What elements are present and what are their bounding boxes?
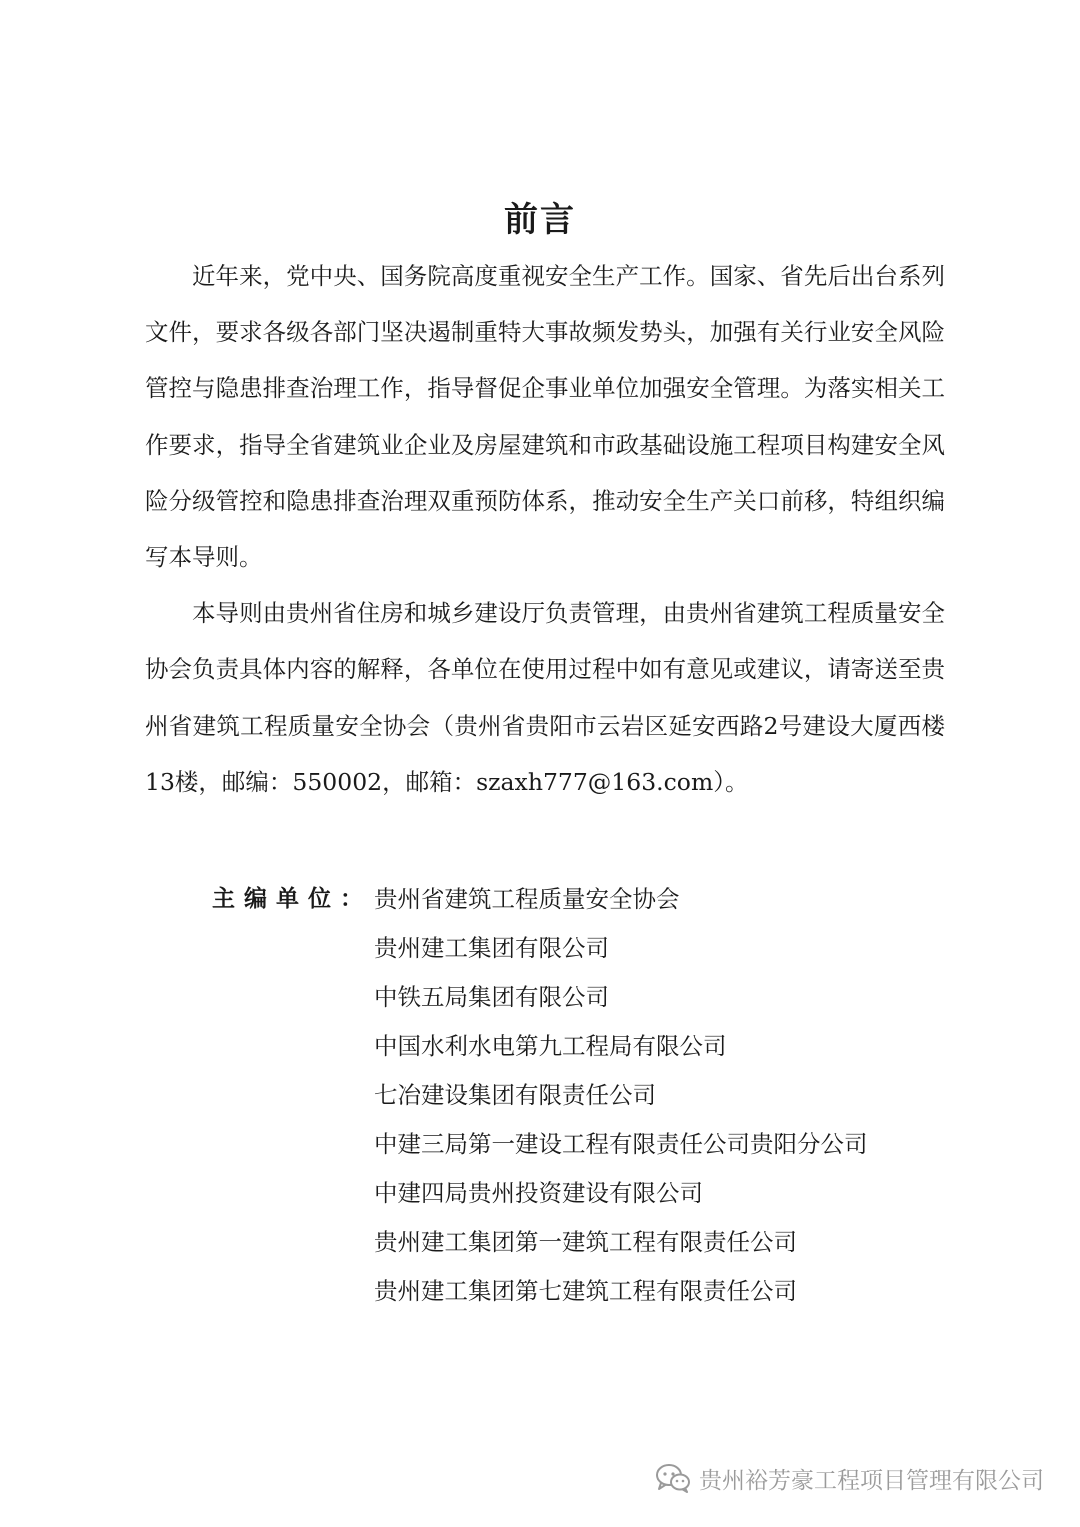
editor-unit: 中建三局第一建设工程有限责任公司贵阳分公司 <box>374 1130 868 1158</box>
editor-list <box>374 875 868 1316</box>
preface-body <box>145 248 945 810</box>
page-title: 前言 <box>504 200 576 240</box>
paragraph-1: 近年来，党中央、国务院高度重视安全生产工作。国家、省先后出台系列文件，要求各级各部门坚决遏制重特大事故频发势头，加强有关行业安全风险管控与隐患排查治理工作，指导督促企事业单位加强安全管理。为落实相关工作要求，指导全省建筑业企业及房屋建筑和市政基础设施工程项目构建安全风险分级管控和隐患排查治理双重预防体系，推动安全生产关口前移，特组织编写本导则。 <box>145 262 945 572</box>
editor-unit: 贵州建工集团第一建筑工程有限责任公司 <box>374 1228 797 1256</box>
editor-label: 主编单位： <box>212 886 372 912</box>
editor-unit: 七冶建设集团有限责任公司 <box>374 1081 656 1109</box>
editor-unit: 中建四局贵州投资建设有限公司 <box>374 1179 703 1207</box>
watermark <box>655 1458 1044 1498</box>
paragraph-2: 本导则由贵州省住房和城乡建设厅负责管理，由贵州省建筑工程质量安全协会负责具体内容的解释，各单位在使用过程中如有意见或建议，请寄送至贵州省建筑工程质量安全协会（贵州省贵阳市云岩区延安西路2号建设大厦西楼13楼，邮编：550002，邮箱：szaxh777@163.com）。 <box>145 599 945 796</box>
watermark-text: 贵州裕芳豪工程项目管理有限公司 <box>699 1467 1044 1494</box>
editor-unit: 中国水利水电第九工程局有限公司 <box>374 1032 727 1060</box>
chief-editor-units <box>212 875 868 1316</box>
editor-unit: 贵州建工集团第七建筑工程有限责任公司 <box>374 1277 797 1305</box>
editor-unit: 中铁五局集团有限公司 <box>374 983 609 1011</box>
editor-unit: 贵州省建筑工程质量安全协会 <box>374 885 680 913</box>
editor-unit: 贵州建工集团有限公司 <box>374 934 609 962</box>
wechat-icon <box>655 1463 691 1493</box>
